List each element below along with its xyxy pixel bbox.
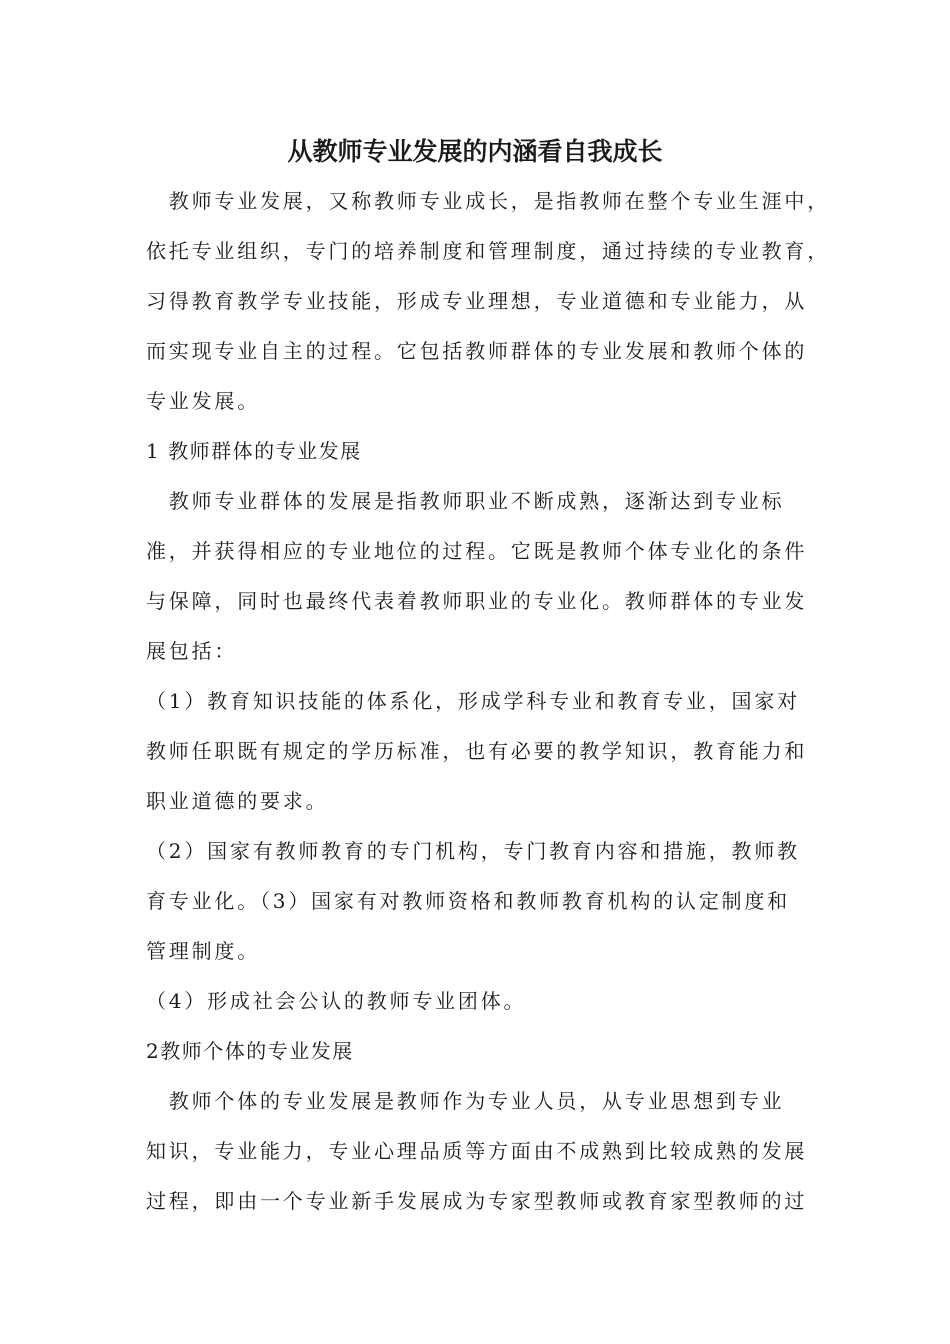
- document-title: 从教师专业发展的内涵看自我成长: [287, 137, 663, 166]
- paragraph-line: 过程，即由一个专业新手发展成为专家型教师或教育家型教师的过: [146, 1189, 808, 1213]
- paragraph-line: 展包括：: [146, 639, 238, 663]
- paragraph-line: 知识，专业能力，专业心理品质等方面由不成熟到比较成熟的发展: [146, 1139, 808, 1163]
- section-heading-1: 1 教师群体的专业发展: [146, 439, 362, 463]
- paragraph-line: 与保障，同时也最终代表着教师职业的专业化。教师群体的专业发: [146, 589, 808, 613]
- list-item-line: 教师任职既有规定的学历标准，也有必要的教学知识，教育能力和: [146, 739, 808, 763]
- paragraph-line: 准，并获得相应的专业地位的过程。它既是教师个体专业化的条件: [146, 539, 808, 563]
- list-item-line: （4）形成社会公认的教师专业团体。: [146, 989, 527, 1013]
- list-item-line: 育专业化。（3）国家有对教师资格和教师教育机构的认定制度和: [146, 889, 790, 913]
- paragraph-line: 教师个体的专业发展是教师作为专业人员，从专业思想到专业: [146, 1089, 785, 1113]
- list-item-line: （1）教育知识技能的体系化，形成学科专业和教育专业，国家对: [146, 689, 800, 713]
- paragraph-line: 教师专业发展，又称教师专业成长，是指教师在整个专业生涯中，: [146, 189, 830, 213]
- list-item-line: （2）国家有教师教育的专门机构，专门教育内容和措施，教师教: [146, 839, 800, 863]
- paragraph-line: 依托专业组织，专门的培养制度和管理制度，通过持续的专业教育，: [146, 239, 830, 263]
- paragraph-line: 习得教育教学专业技能，形成专业理想，专业道德和专业能力，从: [146, 289, 808, 313]
- paragraph-line: 而实现专业自主的过程。它包括教师群体的专业发展和教师个体的: [146, 339, 808, 363]
- section-heading-2: 2教师个体的专业发展: [146, 1039, 354, 1063]
- list-item-line: 职业道德的要求。: [146, 789, 329, 813]
- list-item-line: 管理制度。: [146, 939, 260, 963]
- paragraph-line: 专业发展。: [146, 389, 260, 413]
- paragraph-line: 教师专业群体的发展是指教师职业不断成熟，逐渐达到专业标: [146, 489, 785, 513]
